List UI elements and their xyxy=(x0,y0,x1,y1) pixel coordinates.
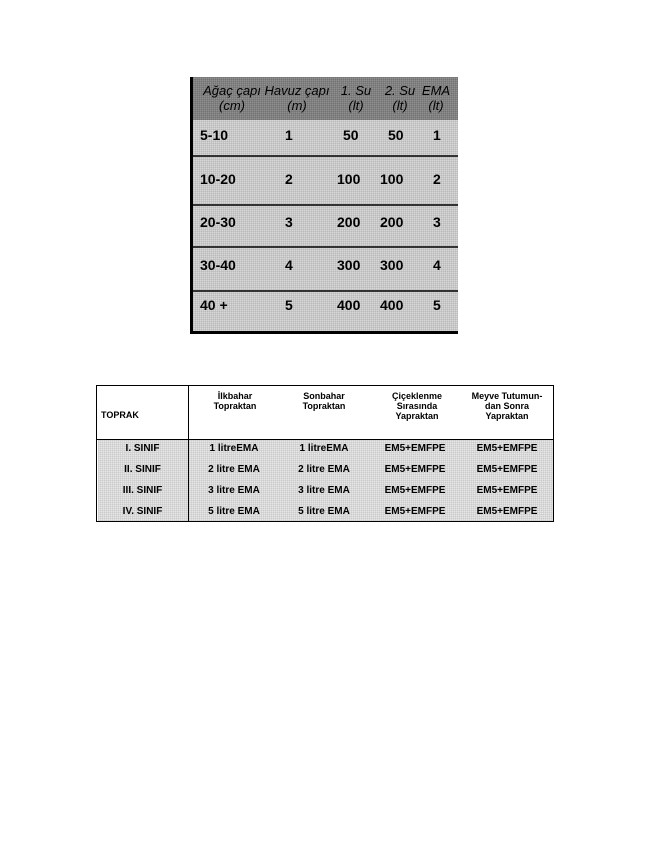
table2-cell: 1 litreEMA xyxy=(209,443,259,454)
table1-row-divider xyxy=(193,290,458,292)
table2-class-label: II. SINIF xyxy=(124,464,161,475)
table2-cell: EM5+EMFPE xyxy=(384,443,446,454)
table1-cell: 4 xyxy=(285,257,293,273)
table1-cell: 200 xyxy=(380,214,404,230)
table2-header-divider xyxy=(97,439,553,440)
table1-header-water1: 1. Su (lt) xyxy=(340,83,372,113)
table2-header-flowering: Çiçeklenme Sırasında Yapraktan xyxy=(391,391,443,421)
table1-row-divider xyxy=(193,155,458,157)
table1-cell: 1 xyxy=(433,127,441,143)
table1-cell: 2 xyxy=(285,171,293,187)
table1-header-ema: EMA (lt) xyxy=(421,83,451,113)
table2-class-label: I. SINIF xyxy=(125,443,160,454)
table1-cell: 100 xyxy=(380,171,404,187)
table2-cell: EM5+EMFPE xyxy=(476,506,538,517)
table2-class-label: III. SINIF xyxy=(122,485,163,496)
table1-cell: 5 xyxy=(433,297,441,313)
table1-cell: 200 xyxy=(337,214,361,230)
table1-cell: 300 xyxy=(337,257,361,273)
table2-cell: 2 litre EMA xyxy=(298,464,350,475)
table2-corner-header: TOPRAK xyxy=(101,410,139,420)
table1-cell: 2 xyxy=(433,171,441,187)
table2-cell: 2 litre EMA xyxy=(208,464,260,475)
table1-cell: 4 xyxy=(433,257,441,273)
table2-cell: 3 litre EMA xyxy=(298,485,350,496)
table1-cell: 3 xyxy=(285,214,293,230)
table1-header-pool-diameter: Havuz çapı (m) xyxy=(264,83,330,113)
pool-watering-table xyxy=(190,77,458,334)
table2-cell: EM5+EMFPE xyxy=(384,506,446,517)
table2-header-spring: İlkbahar Topraktan xyxy=(213,391,257,411)
table2-cell: 3 litre EMA xyxy=(208,485,260,496)
table1-cell: 30-40 xyxy=(200,257,236,273)
table2-cell: 5 litre EMA xyxy=(208,506,260,517)
table2-cell: EM5+EMFPE xyxy=(384,485,446,496)
table1-cell: 400 xyxy=(337,297,361,313)
table1-cell: 50 xyxy=(388,127,404,143)
table1-header-water2: 2. Su (lt) xyxy=(384,83,416,113)
table1-cell: 20-30 xyxy=(200,214,236,230)
table2-cell: EM5+EMFPE xyxy=(476,485,538,496)
table2-header-fruit-set: Meyve Tutumun- dan Sonra Yapraktan xyxy=(471,391,543,421)
soil-class-fertilization-table xyxy=(96,385,554,522)
table2-class-label: IV. SINIF xyxy=(122,506,163,517)
table1-cell: 10-20 xyxy=(200,171,236,187)
table1-row-divider xyxy=(193,204,458,206)
table2-cell: 1 litreEMA xyxy=(299,443,349,454)
table2-cell: EM5+EMFPE xyxy=(384,464,446,475)
table2-cell: 5 litre EMA xyxy=(298,506,350,517)
table1-cell: 50 xyxy=(343,127,359,143)
table2-cell: EM5+EMFPE xyxy=(476,443,538,454)
table2-cell: EM5+EMFPE xyxy=(476,464,538,475)
table1-cell: 3 xyxy=(433,214,441,230)
table1-bottom-border xyxy=(190,331,458,334)
table2-header-autumn: Sonbahar Topraktan xyxy=(302,391,346,411)
table1-row-divider xyxy=(193,246,458,248)
table1-cell: 40 + xyxy=(200,297,228,313)
table1-cell: 5-10 xyxy=(200,127,229,143)
table1-cell: 300 xyxy=(380,257,404,273)
table1-cell: 5 xyxy=(285,297,293,313)
table1-header-tree-diameter: Ağaç çapı (cm) xyxy=(203,83,261,113)
table1-cell: 400 xyxy=(380,297,404,313)
table1-cell: 100 xyxy=(337,171,361,187)
table1-cell: 1 xyxy=(285,127,293,143)
